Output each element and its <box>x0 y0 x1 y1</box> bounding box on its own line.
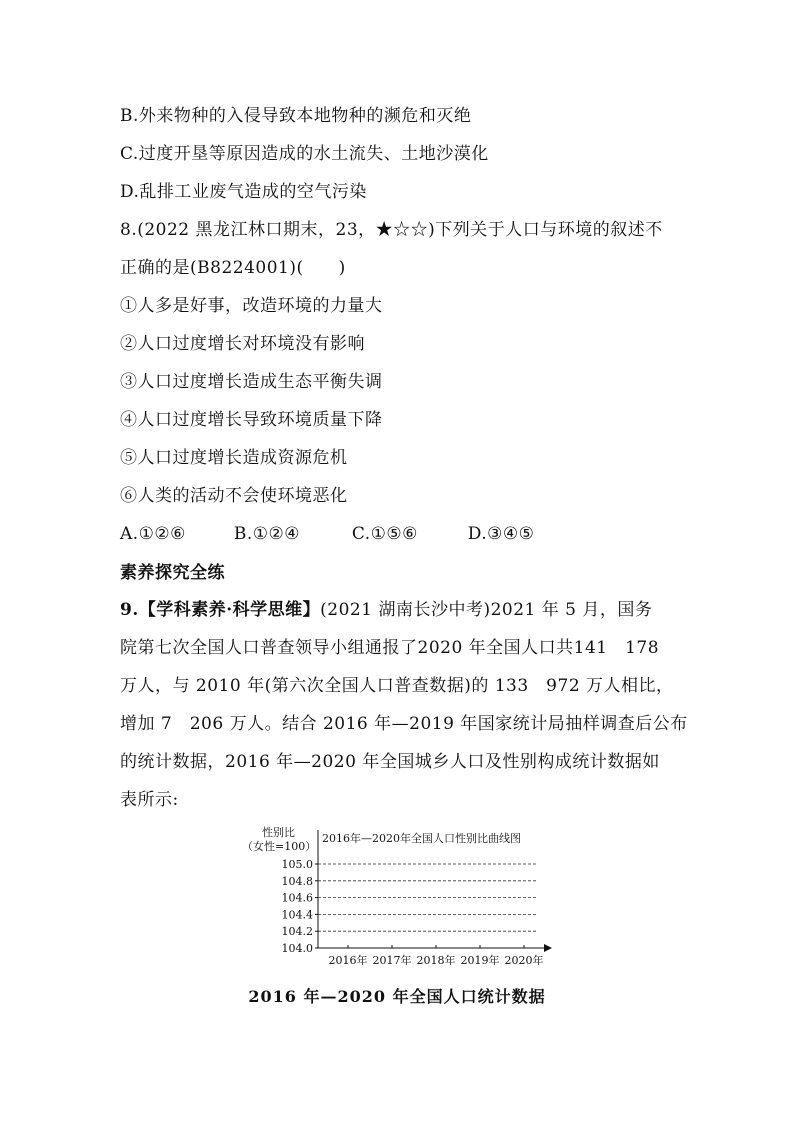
statement-6: ⑥人类的活动不会使环境恶化 <box>120 486 348 506</box>
statement-4: ④人口过度增长导致环境质量下降 <box>120 410 383 430</box>
y-tick-label: 105.0 <box>281 858 313 871</box>
section-title: 素养探究全练 <box>120 563 225 583</box>
chart-ylabel-1: 性别比 <box>262 826 295 839</box>
question-8-stem-cont: 正确的是(B8224001)( ) <box>120 258 346 278</box>
option-d-line: D.乱排工业废气造成的空气污染 <box>120 182 367 202</box>
question-9-label: 9.【学科素养·科学思维】 <box>120 600 321 620</box>
statement-2: ②人口过度增长对环境没有影响 <box>120 334 365 354</box>
question-9-line-6: 表所示: <box>120 790 179 810</box>
x-tick-label: 2019年 <box>460 954 500 967</box>
option-b-line: B.外来物种的入侵导致本地物种的濒危和灭绝 <box>120 106 472 126</box>
chart-title: 2016年—2020年全国人口性别比曲线图 <box>322 832 521 845</box>
y-tick-label: 104.6 <box>281 891 313 905</box>
chart-ylabel-2: （女性=100） <box>242 840 317 853</box>
question-8-stem: 8.(2022 黑龙江林口期末，23，★☆☆)下列关于人口与环境的叙述不 <box>120 220 663 240</box>
x-tick-label: 2020年 <box>504 954 544 967</box>
option-a[interactable]: A.①②⑥ <box>120 524 186 544</box>
x-axis-arrow <box>544 944 552 952</box>
option-d[interactable]: D.③④⑤ <box>467 524 535 544</box>
y-tick-label: 104.2 <box>281 925 313 939</box>
question-9-line-3: 万人，与 2010 年(第六次全国人口普查数据)的 133 972 万人相比， <box>120 676 674 696</box>
x-tick-label: 2017年 <box>372 954 412 967</box>
question-9-line-2: 院第七次全国人口普查领导小组通报了2020 年全国人口共141 178 <box>120 638 660 658</box>
statement-3: ③人口过度增长造成生态平衡失调 <box>120 372 383 392</box>
question-9-source: (2021 湖南长沙中考)2021 年 5 月，国务 <box>320 600 653 620</box>
y-tick-label: 104.4 <box>281 908 313 922</box>
x-tick-label: 2016年 <box>328 954 368 967</box>
option-c[interactable]: C.①⑤⑥ <box>351 524 418 544</box>
option-c-line: C.过度开垦等原因造成的水土流失、土地沙漠化 <box>120 144 489 164</box>
statement-1: ①人多是好事，改造环境的力量大 <box>120 296 383 316</box>
chart-caption: 2016 年—2020 年全国人口统计数据 <box>248 987 546 1006</box>
sex-ratio-chart <box>238 822 558 972</box>
y-tick-label: 104.8 <box>281 874 313 888</box>
x-tick-label: 2018年 <box>416 954 456 967</box>
option-b[interactable]: B.①②④ <box>233 524 301 544</box>
question-9-line-5: 的统计数据，2016 年—2020 年全国城乡人口及性别构成统计数据如 <box>120 752 660 772</box>
answer-options <box>120 522 534 546</box>
question-9-line-4: 增加 7 206 万人。结合 2016 年—2019 年国家统计局抽样调查后公布 <box>120 714 688 734</box>
y-tick-label: 104.0 <box>281 942 313 955</box>
statement-5: ⑤人口过度增长造成资源危机 <box>120 448 348 468</box>
question-9-line-1 <box>120 598 652 622</box>
